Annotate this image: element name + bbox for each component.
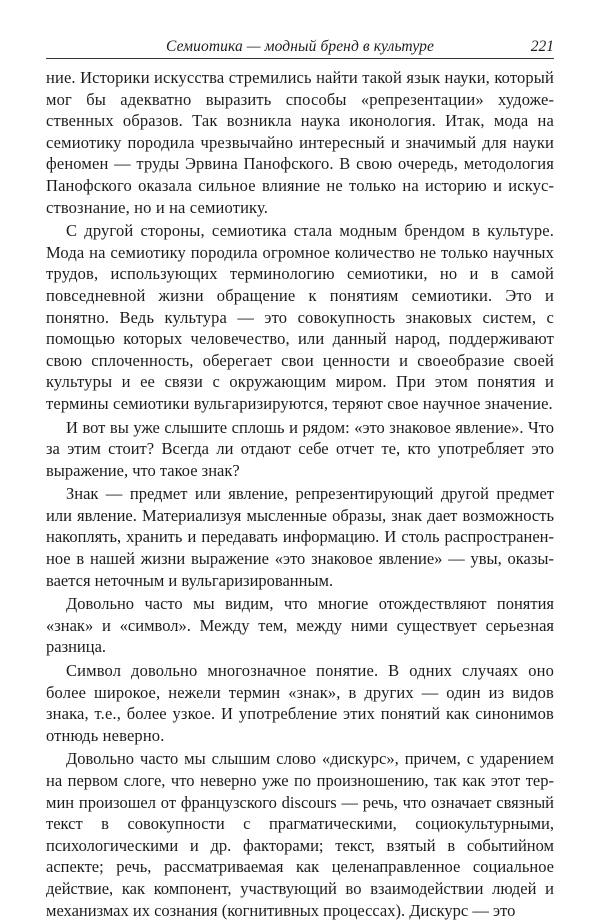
running-head [46, 24, 554, 59]
paragraph: С другой стороны, семиотика стала модным брендом в культуре. Мода на семиотику породила огромное количество не только научных трудов, использующих терминологию семиотики, но и в самой повседневной жизни обращение к понятиям семиотики. Это и понятно. Ведь культура — это совокупность знаковых систем, с помощью которых человечество, или данный народ, поддерживают свою сплоченность, оберегает свои ценности и своеобразие своей культуры и ее связи с окружающим миром. При этом понятия и термины семиотики вульгаризируются, теряют свое научное значение. [46, 221, 554, 413]
book-page [46, 24, 554, 921]
body-text [46, 67, 554, 921]
paragraph: И вот вы уже слышите сплошь и рядом: «это знаковое явление». Что за этим стоит? Всегда ли отдают себе отчет те, кто употребляет это выражение, что такое знак? [46, 417, 554, 480]
paragraph: Довольно часто мы слышим слово «дискурс», причем, с ударением на первом слоге, что неверно уже по произношению, так как этот термин произошел от французского discours — речь, что означает связный текст в совокупности с прагматическими, социокультурными, психологическими и др. факторами; текст, взятый в событийном аспекте; речь, рассматриваемая как целенаправленное социальное действие, как компонент, участвующий во взаимодействии людей и механизмах их сознания (когнитивных процессах). Дискурс — это [46, 749, 554, 920]
paragraph: Знак — предмет или явление, репрезентирующий другой предмет или явление. Материализуя мысленные образы, знак дает возможность накоплять, хранить и передавать информацию. И столь распространенное в нашей жизни выражение «это знаковое явление» — увы, оказывается неточным и вульгаризированным. [46, 484, 554, 590]
page-number: 221 [530, 38, 554, 55]
running-title: Семиотика — модный бренд в культуре [166, 38, 434, 55]
paragraph: ние. Историки искусства стремились найти такой язык науки, который мог бы адекватно выразить способы «репрезентации» художественных образов. Так возникла наука иконология. Итак, мода на семиотику породила чрезвычайно интересный и значимый для науки феномен — труды Эрвина Панофского. В свою очередь, методология Панофского оказала сильное влияние не только на историю и искусствознание, но и на семиотику. [46, 68, 554, 217]
paragraph: Довольно часто мы видим, что многие отождествляют понятия «знак» и «символ». Между тем, между ними существует серьезная разница. [46, 594, 554, 657]
paragraph: Символ довольно многозначное понятие. В одних случаях оно более широкое, нежели термин «знак», в других — один из видов знака, т.е., более узкое. И употребление этих понятий как синонимов отнюдь неверно. [46, 661, 554, 745]
